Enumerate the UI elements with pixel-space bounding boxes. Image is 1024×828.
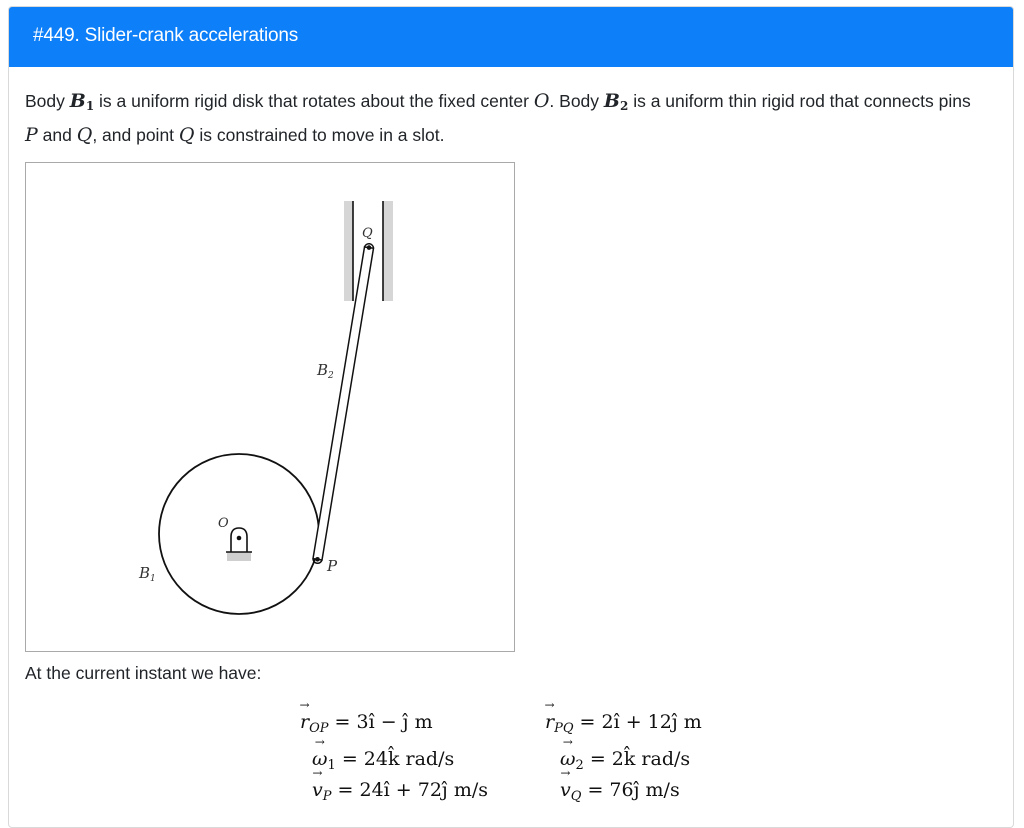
ground-hatch (227, 552, 251, 561)
eq-r-pq: → $r_{PQ}$ = 2î + 12ĵ m (545, 711, 702, 736)
slider-crank-diagram (26, 163, 514, 651)
eq-r-op: → $r_{OP}$ = 3î − ĵ m (300, 711, 433, 736)
pivot-o-pin (237, 536, 242, 541)
pin-q-symbol: Q (76, 124, 93, 146)
eq-v-p: → $v_P$ = 24î + 72ĵ m/s (312, 779, 488, 804)
pin-p-symbol: P (25, 124, 38, 146)
label-o: O (218, 516, 229, 531)
label-b1: $B_1$ (139, 564, 156, 584)
body1-symbol: $B_1$ (69, 90, 95, 113)
eq-omega-2: → $\omega_2$ = 2k̂ rad/s (560, 748, 690, 773)
slot-left-wall (344, 201, 353, 301)
card-header (9, 7, 1013, 67)
center-symbol: O (533, 90, 550, 112)
pin-p (315, 557, 320, 562)
label-b2: $B_2$ (317, 361, 334, 381)
slot-right-wall (383, 201, 393, 301)
body2-symbol: $B_2$ (603, 90, 629, 113)
problem-title: #449. Slider-crank accelerations (33, 25, 299, 46)
rod-b2 (313, 244, 374, 564)
eq-omega-1: → $\omega_1$ = 24k̂ rad/s (312, 748, 454, 773)
label-p: P (327, 557, 338, 575)
slider-crank-figure (25, 162, 515, 652)
point-q-symbol: Q (178, 124, 195, 146)
pin-q (367, 245, 372, 250)
current-instant-text: At the current instant we have: (25, 663, 262, 683)
problem-statement: Body $B_1$ is a uniform rigid disk that rotates about the fixed center O. Body $B_2$ is a uniform thin rigid rod that connects pins P and Q, and point Q is constrained to move in a slot. (25, 90, 971, 146)
eq-v-q: → $v_Q$ = 76ĵ m/s (560, 779, 680, 804)
label-q: Q (362, 226, 373, 241)
